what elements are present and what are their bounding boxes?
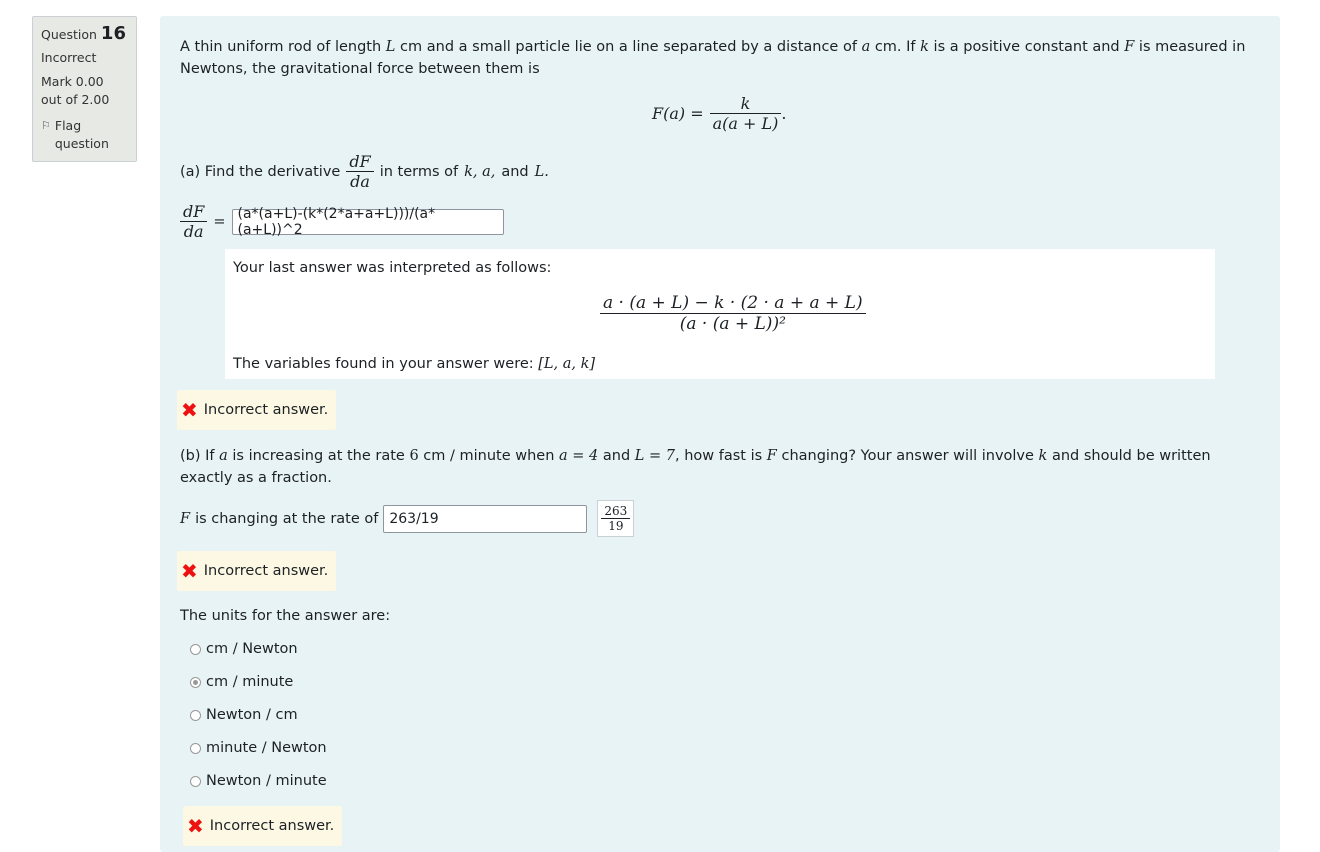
radio-button[interactable] (190, 776, 201, 787)
part-b-answer-line: F is changing at the rate of 263/19 $\frac{263}{19}$ (180, 500, 634, 537)
unit-option[interactable]: Newton / cm (190, 707, 298, 723)
variables-found: The variables found in your answer were: [L, a, k] (233, 356, 596, 372)
question-number-line (41, 23, 128, 44)
question-state: Incorrect (41, 50, 97, 65)
part-a-prompt: (a) Find the derivative $\frac{dF}{da}$ in terms of k, a, and L. (180, 152, 549, 191)
question-intro: A thin uniform rod of length L cm and a small particle lie on a line separated by a distance of a cm. If k is a positive constant and F is measured in Newtons, the gravitational force between them is (180, 39, 1246, 77)
flag-icon: ⚐ (41, 119, 51, 132)
interpreted-numerator: a · (a + L) − k · (2 · a + a + L) (603, 293, 863, 313)
flag-question-label: Flag question (54, 118, 109, 151)
part-a-answer-line: $\frac{dF}{da}$ = (a*(a+L)-(k*(2*a+a+L)))/(a*(a+L))^2 (180, 202, 504, 241)
unit-option[interactable]: cm / Newton (190, 641, 298, 657)
unit-option[interactable]: cm / minute (190, 674, 293, 690)
formula-lhs: F(a) = (652, 104, 704, 123)
unit-option[interactable]: Newton / minute (190, 773, 327, 789)
question-content (160, 16, 1280, 852)
interpreted-expression (600, 293, 866, 334)
question-number: 16 (100, 23, 126, 44)
radio-button[interactable] (190, 743, 201, 754)
radio-button[interactable] (190, 710, 201, 721)
question-word: Question (41, 27, 97, 42)
formula-denominator: a(a + L) (712, 114, 779, 133)
incorrect-x-icon: ✖ (181, 559, 198, 583)
question-grade: Mark 0.00 out of 2.00 (41, 74, 110, 107)
part-b-answer-input[interactable]: 263/19 (383, 505, 587, 533)
formula-numerator: k (740, 94, 751, 113)
variables-list: [L, a, k] (538, 356, 596, 372)
formula-fraction (710, 94, 782, 133)
answer-preview: $\frac{263}{19}$ (597, 500, 634, 537)
derivative-label: $\frac{dF}{da}$ (180, 202, 207, 241)
incorrect-x-icon: ✖ (181, 398, 198, 422)
interpreted-denominator: (a · (a + L))² (679, 314, 786, 334)
flag-question-link[interactable] (41, 117, 128, 153)
question-info-box (32, 16, 137, 162)
units-label: The units for the answer are: (180, 608, 391, 624)
radio-button-selected[interactable] (190, 677, 201, 688)
radio-button[interactable] (190, 644, 201, 655)
part-a-feedback: ✖ Incorrect answer. (177, 390, 336, 430)
answer-interpretation-box (225, 249, 1215, 379)
interpretation-label: Your last answer was interpreted as follows: (233, 260, 552, 276)
part-b-feedback: ✖ Incorrect answer. (177, 551, 336, 591)
incorrect-x-icon: ✖ (187, 814, 204, 838)
part-b-prompt: (b) If a is increasing at the rate 6 cm / minute when a = 4 and L = 7, how fast is F changing? Your answer will involve k and should be written exactly as a fraction. (180, 448, 1211, 486)
units-feedback: ✖ Incorrect answer. (183, 806, 342, 846)
part-a-answer-input[interactable]: (a*(a+L)-(k*(2*a+a+L)))/(a*(a+L))^2 (232, 209, 504, 235)
force-formula: F(a) = $\frac{k}{a(a + L)}$ . (652, 94, 787, 133)
unit-option[interactable]: minute / Newton (190, 740, 327, 756)
derivative-fraction: $\frac{dF}{da}$ (346, 152, 373, 191)
